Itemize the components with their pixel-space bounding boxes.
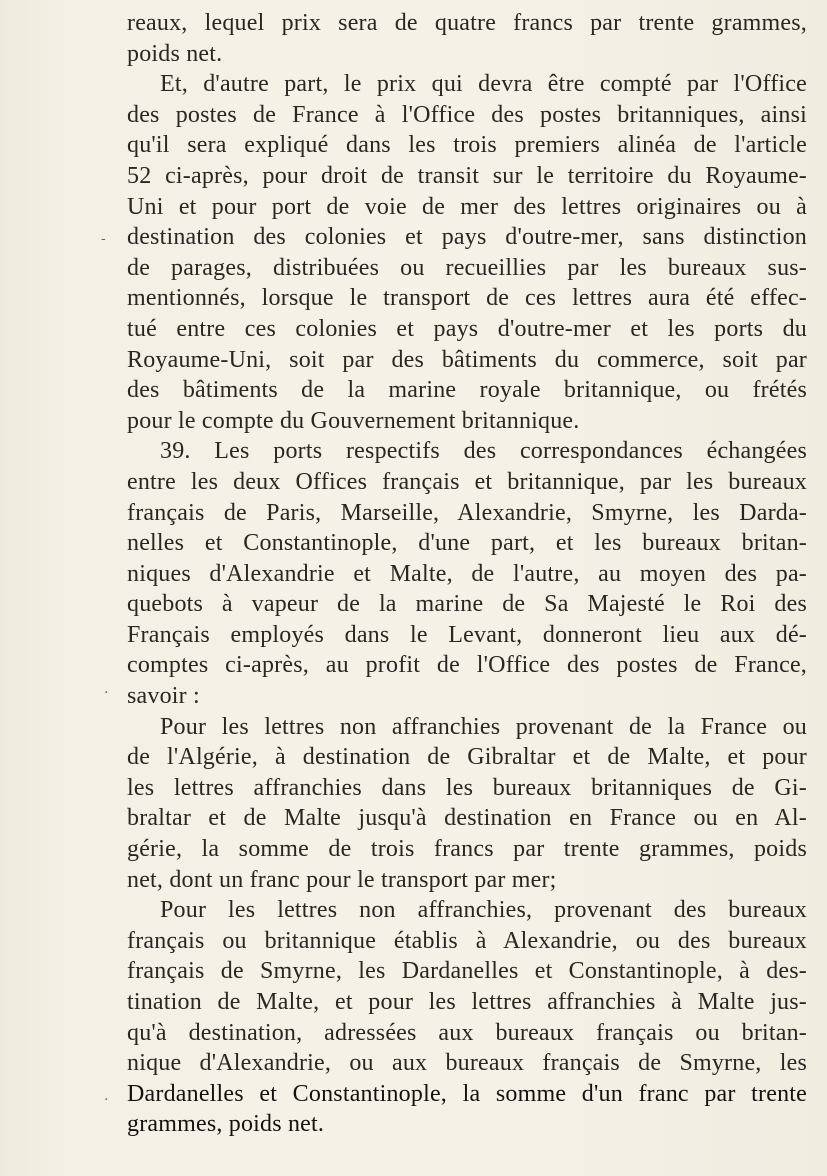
- text-line: Uni et pour port de voie de mer des lettres originaires ou à: [127, 193, 807, 220]
- text-line: gérie, la somme de trois francs par trente grammes, poids: [127, 836, 807, 863]
- text-line: entre les deux Offices français et britannique, par les bureaux: [127, 468, 807, 495]
- text-line: mentionnés, lorsque le transport de ces lettres aura été effec-: [127, 285, 807, 312]
- text-line: de l'Algérie, à destination de Gibraltar et de Malte, et pour: [127, 744, 807, 771]
- document-body-text: [127, 8, 807, 1140]
- text-line: 52 ci-après, pour droit de transit sur le territoire du Royaume-: [127, 162, 807, 189]
- text-line: grammes, poids net.: [127, 1111, 325, 1138]
- text-line: français de Paris, Marseille, Alexandrie, Smyrne, les Darda-: [127, 499, 807, 526]
- text-line: des postes de France à l'Office des postes britanniques, ainsi: [127, 101, 807, 128]
- text-line: qu'à destination, adressées aux bureaux français ou britan-: [127, 1019, 807, 1046]
- text-line: reaux, lequel prix sera de quatre francs par trente grammes,: [127, 10, 807, 36]
- margin-dot-mark: .: [104, 681, 109, 697]
- text-line: Royaume-Uni, soit par des bâtiments du commerce, soit par: [127, 346, 807, 373]
- text-line: poids net.: [127, 40, 223, 67]
- text-line: Dardanelles et Constantinople, la somme d'un franc par trente: [127, 1080, 807, 1107]
- text-line: Pour les lettres non affranchies, provenant des bureaux: [160, 897, 807, 924]
- text-line: pour le compte du Gouvernement britannique.: [127, 407, 580, 434]
- text-line: braltar et de Malte jusqu'à destination en France ou en Al-: [127, 805, 807, 832]
- text-line: nique d'Alexandrie, ou aux bureaux français de Smyrne, les: [127, 1050, 807, 1077]
- margin-dot-mark: .: [104, 1088, 109, 1104]
- text-line: Et, d'autre part, le prix qui devra être compté par l'Office: [160, 71, 807, 98]
- text-line: français ou britannique établis à Alexandrie, ou des bureaux: [127, 927, 807, 954]
- text-line: destination des colonies et pays d'outre-mer, sans distinction: [127, 224, 807, 251]
- text-line: quebots à vapeur de la marine de Sa Majesté le Roi des: [127, 591, 807, 618]
- text-line: les lettres affranchies dans les bureaux britanniques de Gi-: [127, 774, 807, 801]
- text-line: comptes ci-après, au profit de l'Office des postes de France,: [127, 652, 807, 679]
- text-line: Français employés dans le Levant, donneront lieu aux dé-: [127, 621, 807, 648]
- text-line: tination de Malte, et pour les lettres affranchies à Malte jus-: [127, 989, 807, 1015]
- text-line: de parages, distribuées ou recueillies par les bureaux sus-: [127, 254, 807, 281]
- text-line: des bâtiments de la marine royale britannique, ou frétés: [127, 377, 807, 404]
- text-line: nelles et Constantinople, d'une part, et les bureaux britan-: [127, 530, 807, 557]
- text-line: savoir :: [127, 683, 200, 710]
- text-line: Pour les lettres non affranchies provenant de la France ou: [160, 713, 807, 740]
- margin-dash-mark: -: [101, 231, 106, 247]
- text-line: net, dont un franc pour le transport par mer;: [127, 866, 557, 893]
- text-line: qu'il sera expliqué dans les trois premiers alinéa de l'article: [127, 132, 807, 159]
- text-line: français de Smyrne, les Dardanelles et Constantinople, à des-: [127, 958, 807, 985]
- text-line: niques d'Alexandrie et Malte, de l'autre, au moyen des pa-: [127, 560, 807, 587]
- text-line: tué entre ces colonies et pays d'outre-mer et les ports du: [127, 315, 807, 342]
- text-line: 39. Les ports respectifs des correspondances échangées: [160, 438, 807, 465]
